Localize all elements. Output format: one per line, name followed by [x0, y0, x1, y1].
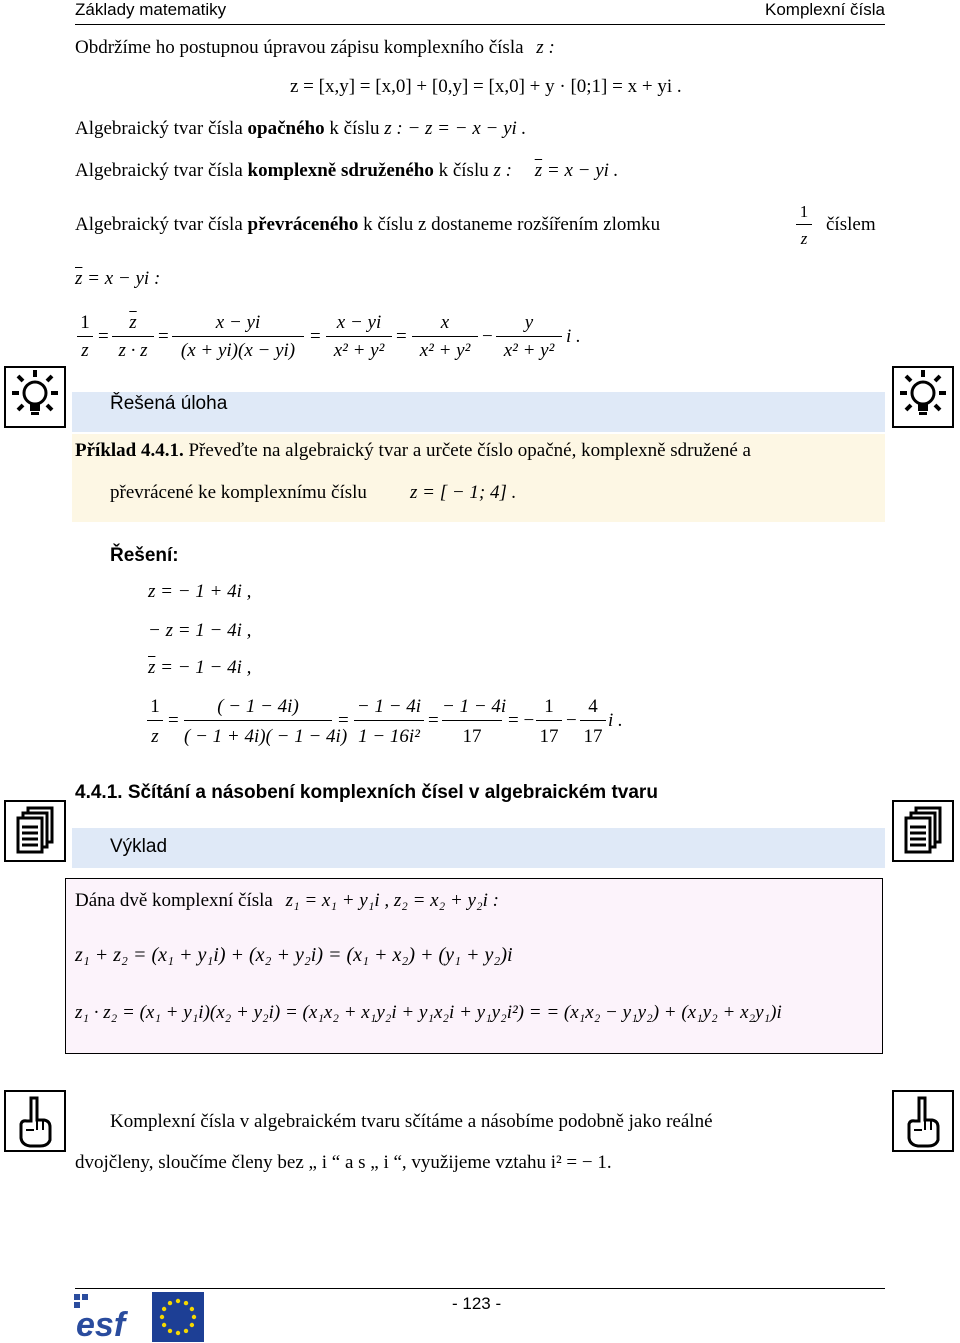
eu-star: [190, 1307, 194, 1311]
g-eq-4: = −: [508, 710, 535, 731]
box-line1-formula: z₁ = x₁ + y₁i , z₂ = x₂ + y₂i :: [285, 890, 499, 911]
eu-star: [160, 1315, 164, 1319]
g-eq-2: =: [338, 710, 349, 731]
g-4-num: − 1 − 4i: [442, 696, 507, 717]
eu-star: [184, 1329, 188, 1333]
recip-text-a: Algebraický tvar čísla: [75, 214, 248, 235]
eu-star: [176, 1331, 180, 1335]
example-line1: [75, 440, 751, 462]
eu-star: [168, 1301, 172, 1305]
opposite-line: [75, 118, 526, 140]
g-eq-1: =: [168, 710, 179, 731]
bf-6-num: y: [524, 312, 534, 333]
recip-frac-den: z: [800, 229, 808, 248]
book-stack-icon: [4, 800, 66, 862]
bf-1-line: [77, 336, 93, 337]
box-product: z₁ · z₂ = (x₁ + y₁i)(x₂ + y₂i) = (x₁x₂ + x₁y₂i + y₁x₂i + y₁y₂i²) = = (x₁x₂ − y₁y₂) + (x₁y₂ + x₂y₁)i: [75, 1002, 782, 1023]
example-text: Převeďte na algebraický tvar a určete číslo opačné, komplexně sdružené a: [183, 440, 751, 461]
bf-eq-3: =: [310, 326, 321, 347]
g-6-line: [580, 720, 606, 721]
g-2-line: [184, 720, 332, 721]
esf-logo-text: esf: [76, 1306, 126, 1342]
bf-tail: i .: [566, 326, 581, 347]
light-bulb-icon: [892, 366, 954, 428]
recip-line2: [75, 268, 160, 290]
bf-2-den: z · z: [118, 340, 148, 361]
header-right: Komplexní čísla: [765, 0, 885, 19]
opposite-formula: z : − z = − x − yi .: [384, 118, 527, 139]
recip-line2-rest: = x − yi :: [82, 268, 161, 289]
bf-eq-1: =: [98, 326, 109, 347]
box-line1: [75, 890, 499, 912]
eu-star: [162, 1307, 166, 1311]
header-left: Základy matematiky: [75, 0, 227, 19]
eu-star: [162, 1323, 166, 1327]
bf-1-den: z: [81, 340, 89, 361]
intro-line1-var: z :: [536, 37, 555, 58]
note-line1: Komplexní čísla v algebraickém tvaru sčítáme a násobíme podobně jako reálné: [110, 1111, 713, 1132]
conj-formula-z: $\overline{z}$: [534, 160, 543, 181]
g-5-num: 1: [544, 696, 554, 717]
book-stack-icon: [892, 800, 954, 862]
bf-3-num: x − yi: [215, 312, 261, 333]
recip-frac-line: [796, 224, 812, 225]
solution-eq3-z: $\overline{z}$: [148, 657, 156, 678]
g-2-den: ( − 1 + 4i)( − 1 − 4i): [184, 726, 348, 747]
recip-line2-z: $\overline{z}$: [75, 268, 83, 289]
g-eq-3: =: [428, 710, 439, 731]
eu-star: [184, 1301, 188, 1305]
g-minus: −: [566, 710, 577, 731]
example-formula: z = [ − 1; 4] .: [410, 482, 517, 503]
bf-eq-4: =: [396, 326, 407, 347]
pointing-hand-icon: [892, 1090, 954, 1152]
footer-rule: [75, 1288, 885, 1289]
page-header: [75, 0, 885, 25]
recip-frac-num: 1: [799, 202, 809, 221]
eu-flag-icon: [152, 1292, 204, 1342]
conj-line: [75, 160, 618, 182]
explanation-band: [72, 828, 885, 868]
intro-line1: [75, 37, 555, 59]
g-5-line: [536, 720, 562, 721]
g-4-line: [442, 720, 502, 721]
bf-4-den: x² + y²: [333, 340, 385, 361]
solution-eq1: z = − 1 + 4i ,: [148, 581, 252, 602]
solved-task-title: Řešená úloha: [110, 393, 228, 414]
section-heading: 4.4.1. Sčítání a násobení komplexních čísel v algebraickém tvaru: [75, 782, 658, 803]
conj-bold: komplexně sdruženého: [247, 160, 434, 181]
intro-formula: z = [x,y] = [x,0] + [0,y] = [x,0] + y · [0;1] = x + yi .: [290, 76, 682, 97]
g-6-den: 17: [583, 726, 603, 747]
bf-2-line: [112, 336, 154, 337]
g-3-line: [354, 720, 424, 721]
g-3-num: − 1 − 4i: [356, 696, 422, 717]
pointing-hand-icon: [4, 1090, 66, 1152]
conj-text-c: k číslu: [433, 160, 494, 181]
eu-star: [168, 1329, 172, 1333]
bf-5-num: x: [440, 312, 450, 333]
solution-title: Řešení:: [110, 545, 179, 566]
light-bulb-icon: [4, 366, 66, 428]
explanation-title: Výklad: [110, 836, 168, 857]
page-number: - 123 -: [452, 1294, 502, 1313]
g-3-den: 1 − 16i²: [358, 726, 420, 747]
bf-2-num: $\overline{z}$: [129, 312, 137, 333]
bf-5-line: [412, 336, 478, 337]
bf-3-den: (x + yi)(x − yi): [180, 340, 296, 361]
bf-4-line: [326, 336, 392, 337]
conj-var: z :: [493, 160, 512, 181]
example-line2: převrácené ke komplexnímu číslu: [110, 482, 367, 503]
conj-formula-rest: = x − yi .: [542, 160, 619, 181]
recip-tail: číslem: [826, 214, 876, 235]
g-1-line: [147, 720, 163, 721]
eu-star: [190, 1323, 194, 1327]
bf-minus: −: [482, 326, 493, 347]
box-line1-text: Dána dvě komplexní čísla: [75, 890, 273, 911]
recip-bold: převráceného: [247, 214, 359, 235]
recip-text-c: k číslu z dostaneme rozšířením zlomku: [358, 214, 661, 235]
opposite-text-a: Algebraický tvar čísla: [75, 118, 248, 139]
g-4-den: 17: [462, 726, 482, 747]
g-1-num: 1: [150, 696, 160, 717]
bf-1-num: 1: [80, 312, 90, 333]
solution-eq3: [148, 657, 251, 679]
example-label: Příklad 4.4.1.: [75, 440, 184, 461]
conj-text-a: Algebraický tvar čísla: [75, 160, 248, 181]
note-line2: dvojčleny, sloučíme členy bez „ i “ a s „ i “, využijeme vztahu i² = − 1.: [75, 1152, 612, 1173]
eu-star: [192, 1315, 196, 1319]
bf-6-den: x² + y²: [503, 340, 555, 361]
g-5-den: 17: [539, 726, 559, 747]
opposite-bold: opačného: [247, 118, 325, 139]
bf-eq-2: =: [158, 326, 169, 347]
solution-eq3-rest: = − 1 − 4i ,: [155, 657, 252, 678]
opposite-text-c: k číslu: [324, 118, 385, 139]
recip-line: [75, 214, 660, 236]
esf-logo: [72, 1290, 150, 1342]
g-6-num: 4: [588, 696, 598, 717]
g-tail: i .: [608, 710, 623, 731]
solution-eq2: − z = 1 − 4i ,: [148, 620, 252, 641]
eu-star: [176, 1299, 180, 1303]
bf-6-line: [496, 336, 562, 337]
g-1-den: z: [151, 726, 159, 747]
bf-4-num: x − yi: [336, 312, 382, 333]
box-sum: z₁ + z₂ = (x₁ + y₁i) + (x₂ + y₂i) = (x₁ + x₂) + (y₁ + y₂)i: [75, 944, 513, 966]
bf-3-line: [172, 336, 304, 337]
intro-line1-text: Obdržíme ho postupnou úpravou zápisu komplexního čísla: [75, 37, 524, 58]
bf-5-den: x² + y²: [419, 340, 471, 361]
g-2-num: ( − 1 − 4i): [217, 696, 299, 717]
